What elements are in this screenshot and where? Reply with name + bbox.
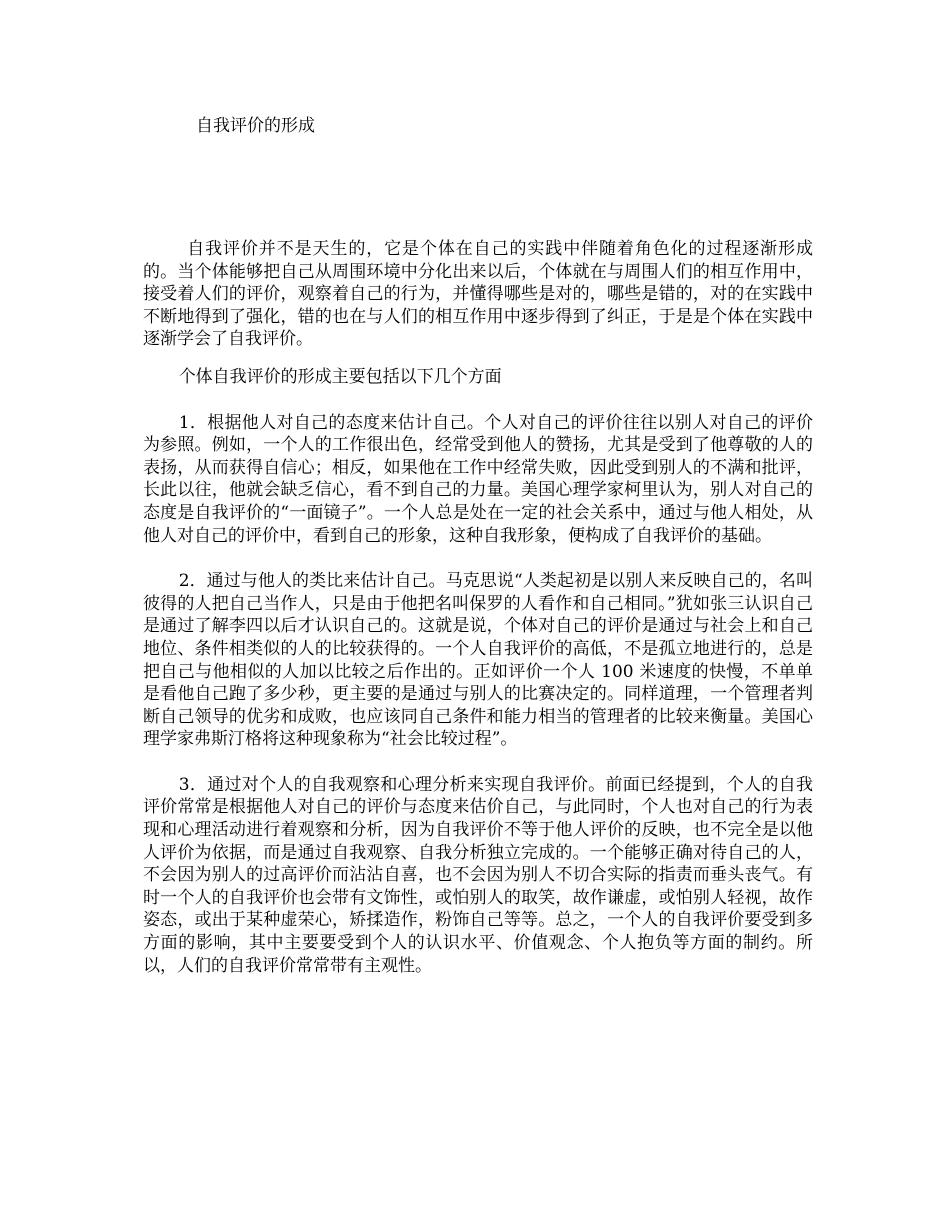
paragraph-point-2: 2．通过与他人的类比来估计自己。马克思说“人类起初是以别人来反映自己的，名叫彼得的人把自己当作人，只是由于他把名叫保罗的人看作和自己相同。”犹如张三认识自己是通过了解李四以后才认识自己的。这就是说，个体对自己的评价是通过与社会上和自己地位、条件相类似的人的比较获得的。一个人自我评价的高低，不是孤立地进行的，总是把自己与他相似的人加以比较之后作出的。正如评价一个人 100 米速度的快慢，不单单是看他自己跑了多少秒，更主要的是通过与别人的比赛决定的。同样道理，一个管理者判断自己领导的优劣和成败，也应该同自己条件和能力相当的管理者的比较来衡量。美国心理学家弗斯汀格将这种现象称为“社会比较过程”。 <box>143 571 813 750</box>
paragraph-point-3: 3．通过对个人的自我观察和心理分析来实现自我评价。前面已经提到，个人的自我评价常常是根据他人对自己的评价与态度来估价自己，与此同时，个人也对自己的行为表现和心理活动进行着观察和分析，因为自我评价不等于他人评价的反映，也不完全是以他人评价为依据，而是通过自我观察、自我分析独立完成的。一个能够正确对待自己的人，不会因为别人的过高评价而沾沾自喜，也不会因为别人不切合实际的指责而垂头丧气。有时一个人的自我评价也会带有文饰性，或怕别人的取笑，故作谦虚，或怕别人轻视，故作姿态，或出于某种虚荣心，矫揉造作，粉饰自己等等。总之，一个人的自我评价要受到多方面的影响，其中主要要受到个人的认识水平、价值观念、个人抱负等方面的制约。所以，人们的自我评价常常带有主观性。 <box>143 774 813 976</box>
document-body <box>143 238 813 977</box>
paragraph-point-1: 1．根据他人对自己的态度来估计自己。个人对自己的评价往往以别人对自己的评价为参照。例如，一个人的工作很出色，经常受到他人的赞扬，尤其是受到了他尊敬的人的表扬，从而获得自信心；相反，如果他在工作中经常失败，因此受到别人的不满和批评，长此以往，他就会缺乏信心，看不到自己的力量。美国心理学家柯里认为，别人对自己的态度是自我评价的“一面镜子”。一个人总是处在一定的社会关系中，通过与他人相处，从他人对自己的评价中，看到自己的形象，这种自我形象，便构成了自我评价的基础。 <box>143 412 813 546</box>
paragraph-intro: 自我评价并不是天生的，它是个体在自己的实践中伴随着角色化的过程逐渐形成的。当个体能够把自己从周围环境中分化出来以后，个体就在与周围人们的相互作用中，接受着人们的评价，观察着自己的行为，并懂得哪些是对的，哪些是错的，对的在实践中不断地得到了强化，错的也在与人们的相互作用中逐步得到了纠正，于是是个体在实践中逐渐学会了自我评价。 <box>143 239 813 350</box>
document-title: 自我评价的形成 <box>196 116 315 136</box>
paragraph-overview: 个体自我评价的形成主要包括以下几个方面 <box>178 366 502 387</box>
